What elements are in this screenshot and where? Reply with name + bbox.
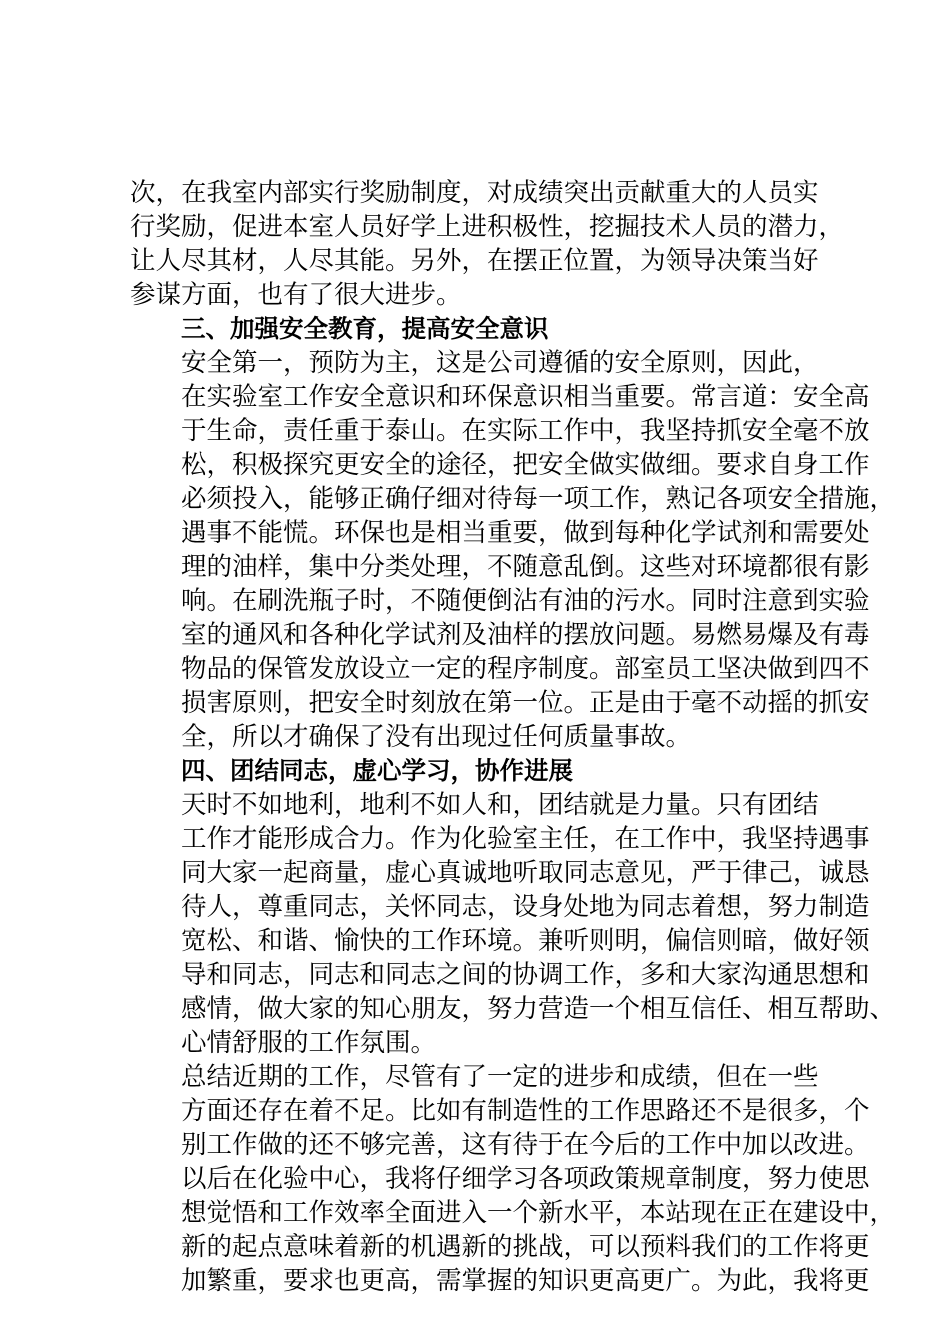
section-heading: 四、团结同志，虚心学习，协作进展 bbox=[181, 756, 573, 785]
paragraph-line: 心情舒服的工作氛围。 bbox=[181, 1028, 437, 1058]
paragraph-line: 方面还存在着不足。比如有制造性的工作思路还不是很多，个 bbox=[181, 1096, 870, 1126]
paragraph-line: 天时不如地利，地利不如人和，团结就是力量。只有团结 bbox=[181, 790, 819, 820]
body-paragraph bbox=[130, 176, 845, 312]
paragraph-line: 总结近期的工作，尽管有了一定的进步和成绩，但在一些 bbox=[181, 1062, 819, 1092]
paragraph-line: 物品的保管发放设立一定的程序制度。部室员工坚决做到四不 bbox=[181, 654, 870, 684]
paragraph-line: 别工作做的还不够完善，这有待于在今后的工作中加以改进。 bbox=[181, 1130, 870, 1160]
paragraph-line: 导和同志，同志和同志之间的协调工作，多和大家沟通思想和 bbox=[181, 960, 870, 990]
paragraph-line: 同大家一起商量，虚心真诚地听取同志意见，严于律己，诚恳 bbox=[181, 858, 870, 888]
paragraph-line: 待人，尊重同志，关怀同志，设身处地为同志着想，努力制造 bbox=[181, 892, 870, 922]
section-heading: 三、加强安全教育，提高安全意识 bbox=[181, 314, 549, 343]
paragraph-line: 理的油样，集中分类处理，不随意乱倒。这些对环境都很有影 bbox=[181, 552, 870, 582]
paragraph-line: 感情，做大家的知心朋友，努力营造一个相互信任、相互帮助、 bbox=[181, 994, 896, 1024]
paragraph-line: 安全第一，预防为主，这是公司遵循的安全原则，因此， bbox=[181, 348, 819, 378]
paragraph-line: 遇事不能慌。环保也是相当重要，做到每种化学试剂和需要处 bbox=[181, 518, 870, 548]
paragraph-line: 次，在我室内部实行奖励制度，对成绩突出贡献重大的人员实 bbox=[130, 178, 819, 208]
paragraph-line: 新的起点意味着新的机遇新的挑战，可以预料我们的工作将更 bbox=[181, 1232, 870, 1262]
paragraph-line: 损害原则，把安全时刻放在第一位。正是由于毫不动摇的抓安 bbox=[181, 688, 870, 718]
body-paragraph bbox=[130, 346, 896, 754]
paragraph-line: 想觉悟和工作效率全面进入一个新水平，本站现在正在建设中， bbox=[181, 1198, 896, 1228]
paragraph-line: 响。在刷洗瓶子时，不随便倒沾有油的污水。同时注意到实验 bbox=[181, 586, 870, 616]
body-paragraph bbox=[130, 1060, 896, 1298]
paragraph-line: 加繁重，要求也更高，需掌握的知识更高更广。为此，我将更 bbox=[181, 1266, 870, 1296]
paragraph-line: 全，所以才确保了没有出现过任何质量事故。 bbox=[181, 722, 692, 752]
paragraph-line: 工作才能形成合力。作为化验室主任，在工作中，我坚持遇事 bbox=[181, 824, 870, 854]
paragraph-line: 参谋方面，也有了很大进步。 bbox=[130, 280, 462, 310]
paragraph-line: 松，积极探究更安全的途径，把安全做实做细。要求自身工作 bbox=[181, 450, 870, 480]
paragraph-line: 行奖励，促进本室人员好学上进积极性，挖掘技术人员的潜力， bbox=[130, 212, 845, 242]
document-page bbox=[130, 176, 896, 1298]
paragraph-line: 于生命，责任重于泰山。在实际工作中，我坚持抓安全毫不放 bbox=[181, 416, 870, 446]
paragraph-line: 室的通风和各种化学试剂及油样的摆放问题。易燃易爆及有毒 bbox=[181, 620, 870, 650]
paragraph-line: 必须投入，能够正确仔细对待每一项工作，熟记各项安全措施， bbox=[181, 484, 896, 514]
paragraph-line: 以后在化验中心，我将仔细学习各项政策规章制度，努力使思 bbox=[181, 1164, 870, 1194]
paragraph-line: 在实验室工作安全意识和环保意识相当重要。常言道：安全高 bbox=[181, 382, 870, 412]
paragraph-line: 宽松、和谐、愉快的工作环境。兼听则明，偏信则暗，做好领 bbox=[181, 926, 870, 956]
paragraph-line: 让人尽其材，人尽其能。另外，在摆正位置，为领导决策当好 bbox=[130, 246, 819, 276]
body-paragraph bbox=[130, 788, 896, 1060]
